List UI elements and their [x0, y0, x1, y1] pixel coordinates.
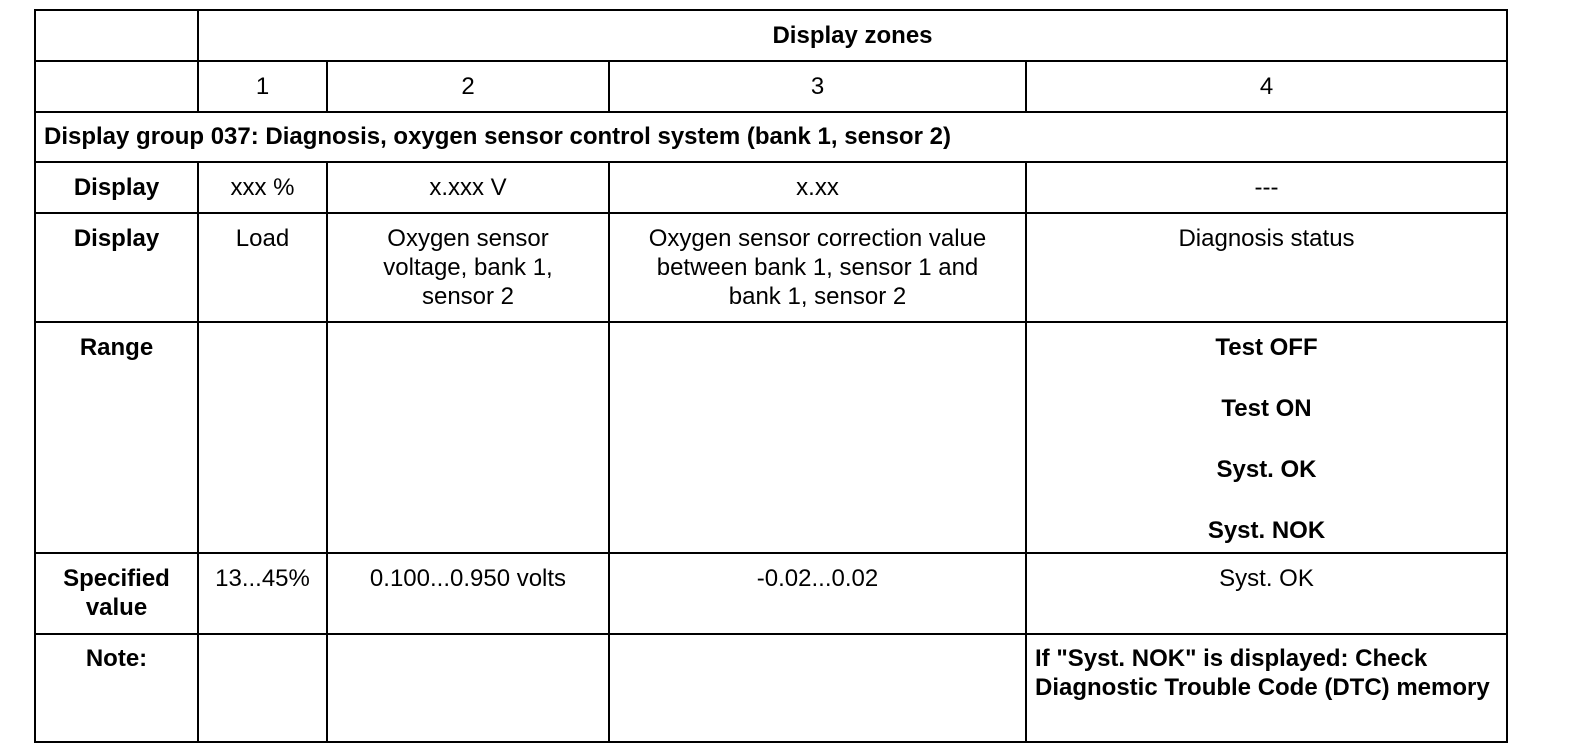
range-value: Test OFF: [1215, 334, 1318, 361]
range-zone-1: [198, 322, 327, 553]
range-value: Syst. OK: [1216, 456, 1317, 483]
zone-number-3: 3: [609, 61, 1026, 112]
range-zone-2: [327, 322, 609, 553]
specified-zone-2: 0.100...0.950 volts: [327, 553, 609, 634]
note-zone-4: If "Syst. NOK" is displayed: Check Diagnostic Trouble Code (DTC) memory: [1026, 634, 1507, 742]
row-label-display: Display: [35, 213, 198, 322]
display-group-table: [34, 9, 1508, 743]
row-label-display: Display: [35, 162, 198, 213]
group-title-row: [35, 112, 1507, 162]
display-desc-zone-1: Load: [198, 213, 327, 322]
table-row: [35, 162, 1507, 213]
note-zone-2: [327, 634, 609, 742]
display-zones-header: Display zones: [198, 10, 1507, 61]
row-label-note: Note:: [35, 634, 198, 742]
specified-zone-3: -0.02...0.02: [609, 553, 1026, 634]
table-row: [35, 213, 1507, 322]
display-unit-zone-3: x.xx: [609, 162, 1026, 213]
zone-number-4: 4: [1026, 61, 1507, 112]
display-unit-zone-1: xxx %: [198, 162, 327, 213]
corner-cell: [35, 10, 198, 61]
row-label-range: Range: [35, 322, 198, 553]
display-desc-zone-2: Oxygen sensor voltage, bank 1, sensor 2: [327, 213, 609, 322]
zone-number-1: 1: [198, 61, 327, 112]
display-desc-zone-4: Diagnosis status: [1026, 213, 1507, 322]
zone-number-2: 2: [327, 61, 609, 112]
row-label-specified-value: Specified value: [35, 553, 198, 634]
display-desc-zone-3: Oxygen sensor correction value between bank 1, sensor 1 and bank 1, sensor 2: [609, 213, 1026, 322]
corner-cell: [35, 61, 198, 112]
header-row-zones: [35, 10, 1507, 61]
table-row: [35, 322, 1507, 553]
header-row-zone-numbers: [35, 61, 1507, 112]
specified-zone-1: 13...45%: [198, 553, 327, 634]
range-value: Test ON: [1221, 395, 1312, 422]
range-zone-4: [1026, 322, 1507, 553]
display-unit-zone-4: ---: [1026, 162, 1507, 213]
note-zone-1: [198, 634, 327, 742]
group-title: Display group 037: Diagnosis, oxygen sensor control system (bank 1, sensor 2): [35, 112, 1507, 162]
specified-zone-4: Syst. OK: [1026, 553, 1507, 634]
display-unit-zone-2: x.xxx V: [327, 162, 609, 213]
note-zone-3: [609, 634, 1026, 742]
table-row: [35, 553, 1507, 634]
range-zone-3: [609, 322, 1026, 553]
range-value: Syst. NOK: [1207, 517, 1326, 544]
table-row: [35, 634, 1507, 742]
